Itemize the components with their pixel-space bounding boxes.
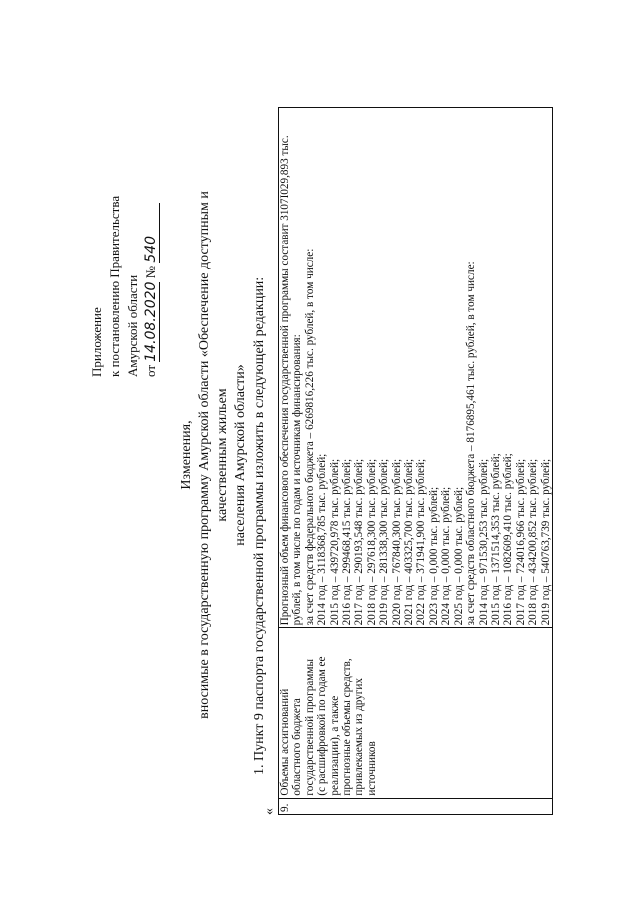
value-line: за счет средств федерального бюджета – 6269816,226 тыс. рублей, в том числе: (303, 248, 316, 626)
value-line: 2018 год – 434200,852 тыс. рублей; (527, 458, 540, 626)
number-prefix: № (143, 265, 158, 279)
value-line: 2024 год – 0,000 тыс. рублей; (440, 486, 453, 626)
appendix-date-line (142, 117, 160, 377)
date-prefix: от (143, 364, 158, 377)
appendix-line: Приложение (89, 307, 104, 377)
label-line: (с расшифровкой по годам ее (316, 656, 329, 796)
value-line: 2014 год – 3118368,785 тыс. рублей; (316, 453, 329, 626)
value-line: 2015 год – 1371514,353 тыс. рублей; (489, 453, 502, 626)
title-line: вносимые в государственную программу Амурской области «Обеспечение доступным и качественным жильем (197, 191, 230, 719)
label-line: прогнозные объемы средств, (341, 658, 354, 796)
value-line: 2017 год – 290193,548 тыс. рублей; (353, 458, 366, 626)
title-line: населения Амурской области» (233, 364, 248, 546)
value-line: 2017 год – 724016,966 тыс. рублей; (514, 458, 527, 626)
value-line: Прогнозный объем финансового обеспечения государственной программы составит 3107I029,893 тыс. (279, 135, 291, 626)
handwritten-date: 14.08.2020 (143, 281, 159, 362)
value-line: 2021 год – 403325,700 тыс. рублей; (403, 458, 416, 626)
value-line: 2018 год – 297618,300 тыс. рублей; (365, 458, 378, 626)
value-line: за счет средств областного бюджета – 8176895,461 тыс. рублей, в том числе: (465, 261, 478, 626)
passport-table (278, 107, 553, 815)
appendix-line: Амурской области (125, 274, 140, 377)
label-line: источников (365, 741, 378, 796)
label-line: государственной программы (303, 659, 316, 796)
value-line: 2016 год – 299468,415 тыс. рублей; (341, 458, 354, 626)
label-line: Объемы ассигнований (279, 688, 291, 796)
intro-paragraph: 1. Пункт 9 паспорта государственной программы изложить в следующей редакции: (252, 276, 267, 775)
value-line: 2025 год – 0,000 тыс. рублей; (452, 486, 465, 626)
value-line: 2020 год – 767840,300 тыс. рублей; (390, 458, 403, 626)
handwritten-number: 540 (143, 203, 160, 263)
value-line: 2022 год – 371941,900 тыс. рублей; (415, 458, 428, 626)
label-line: привлекаемых из других (353, 678, 366, 796)
table-row (279, 108, 553, 815)
row-number: 9. (279, 798, 553, 814)
row-value-cell (279, 108, 553, 628)
value-line: 2015 год – 439720,978 тыс. рублей; (328, 458, 341, 626)
title-line: Изменения, (179, 420, 194, 490)
document-title (178, 155, 250, 755)
opening-quote: « (262, 808, 277, 815)
value-line: рублей, в том числе по годам и источникам финансирования: (291, 334, 304, 626)
appendix-block (88, 117, 160, 377)
value-line: 2019 год – 540763,739 тыс. рублей; (539, 458, 552, 626)
value-line: 2016 год – 1082609,410 тыс. рублей; (502, 453, 515, 626)
row-label-cell (279, 628, 553, 798)
label-line: реализации), а также (328, 695, 341, 796)
label-line: областного бюджета (291, 698, 304, 796)
value-line: 2023 год – 0,000 тыс. рублей; (427, 486, 440, 626)
value-line: 2019 год – 281338,300 тыс. рублей; (378, 458, 391, 626)
value-line: 2014 год – 971530,253 тыс. рублей; (477, 458, 490, 626)
appendix-line: к постановлению Правительства (107, 195, 122, 377)
